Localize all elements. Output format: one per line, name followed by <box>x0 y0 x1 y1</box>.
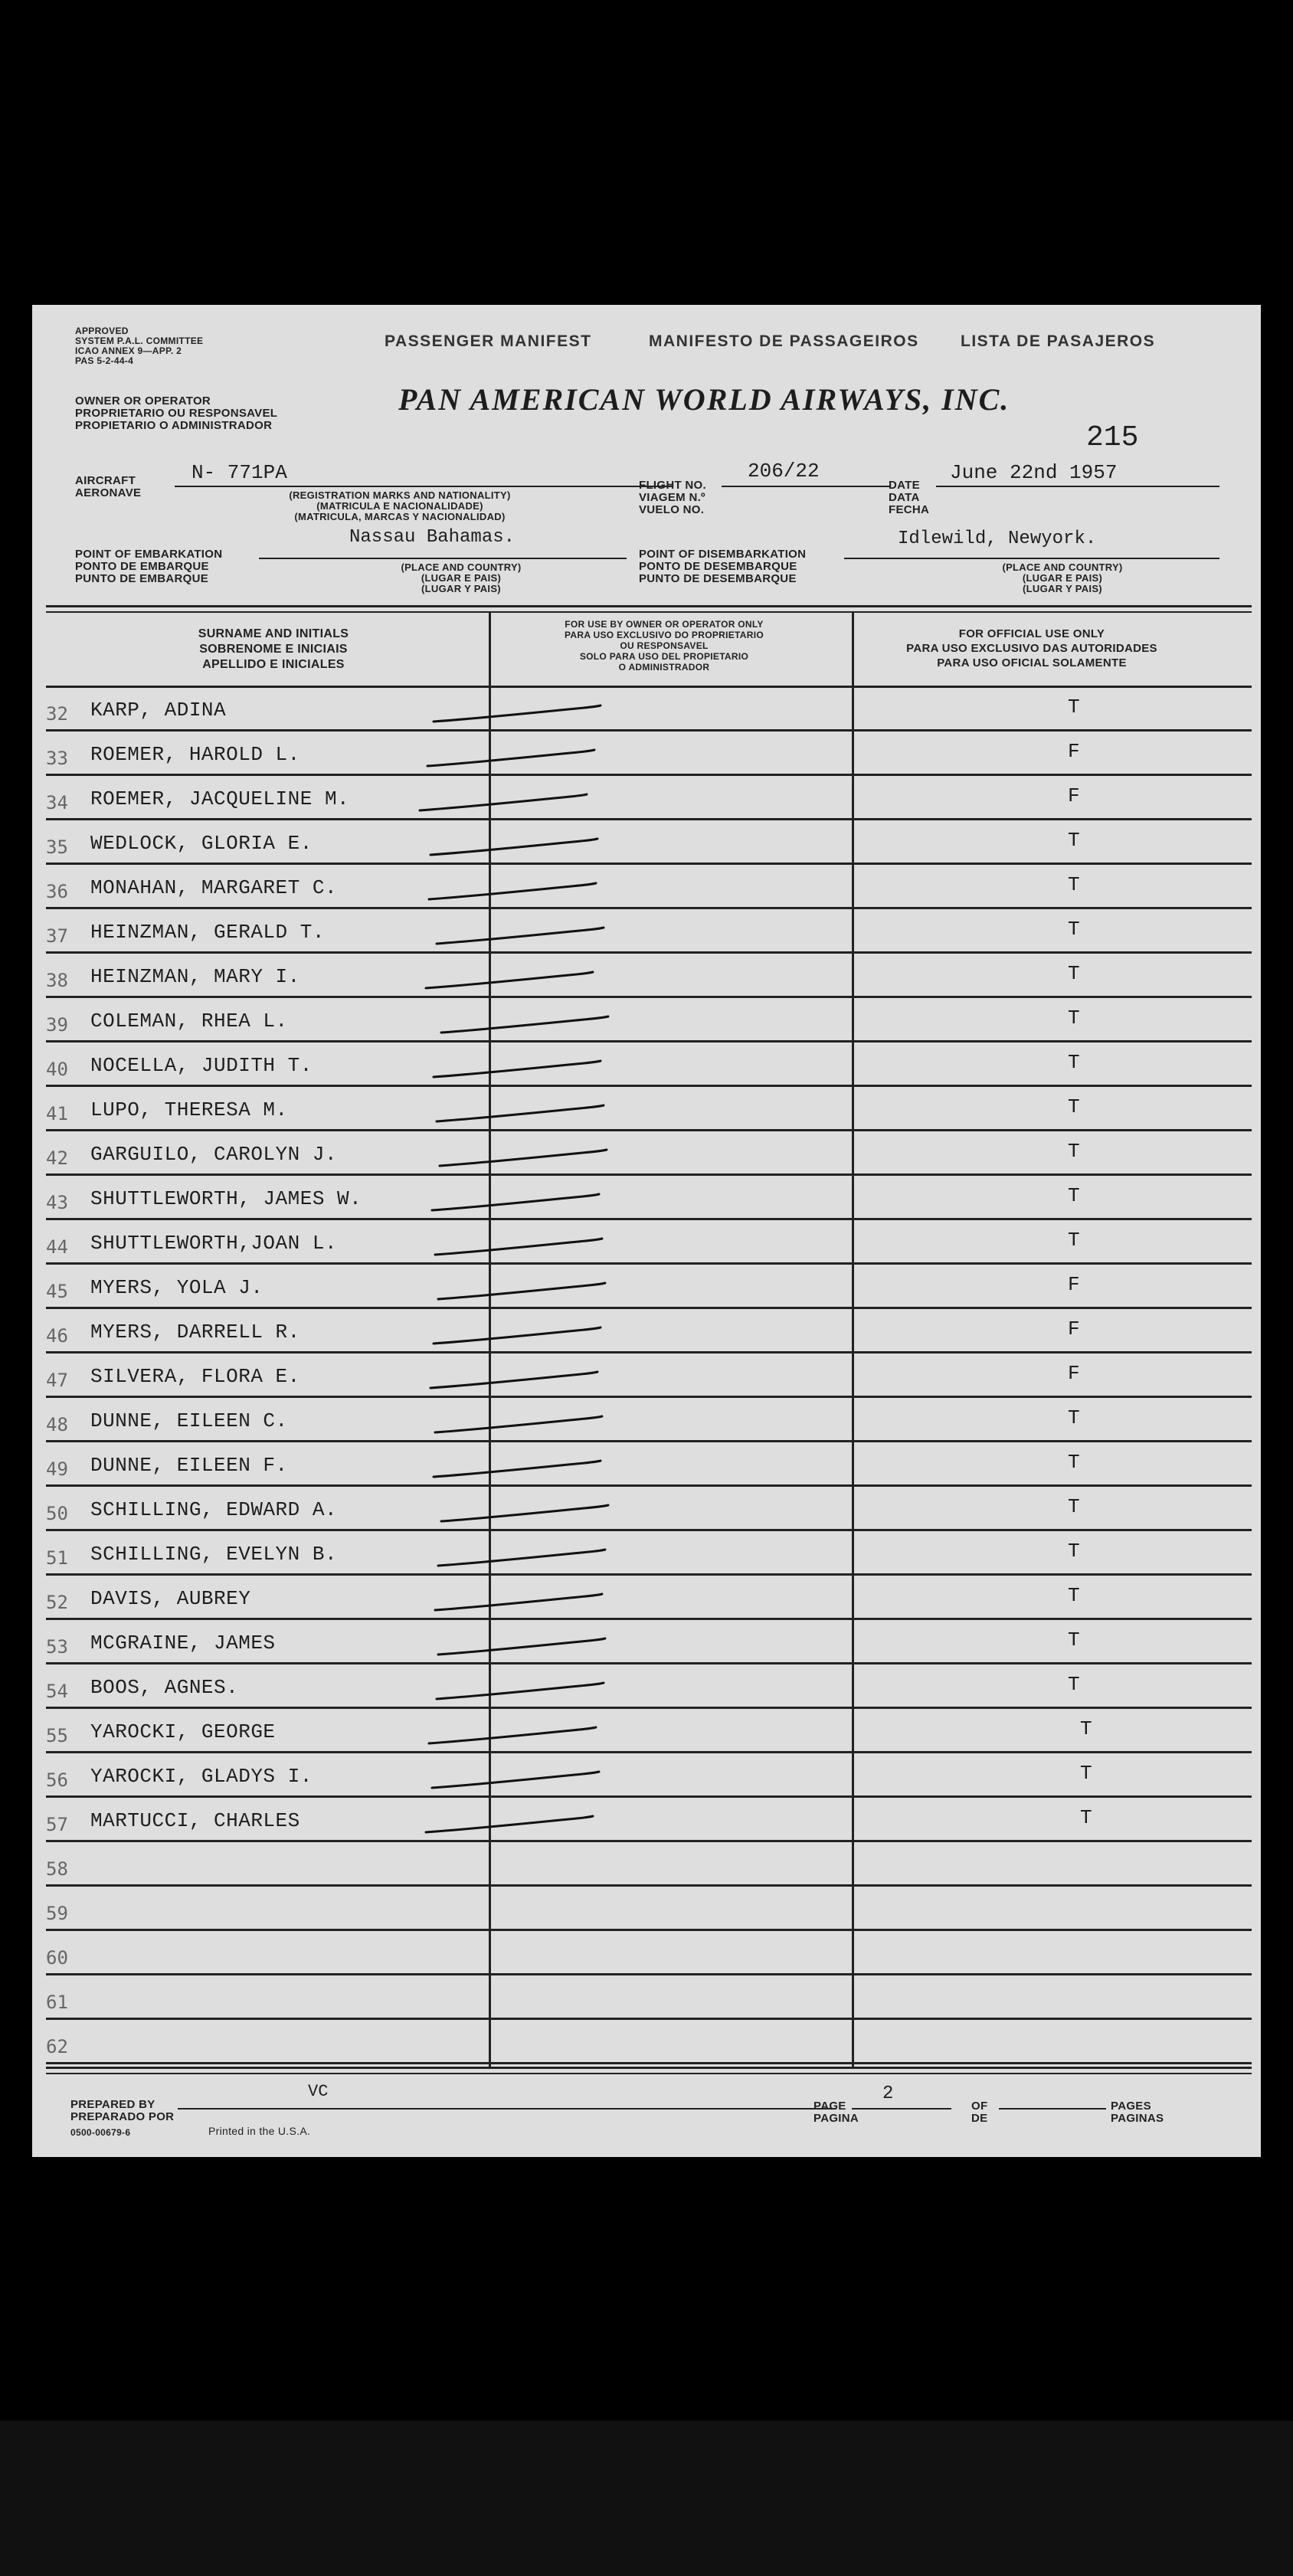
passenger-name: HEINZMAN, GERALD T. <box>90 921 325 944</box>
check-mark <box>437 1143 620 1173</box>
table-row <box>32 1976 1261 2021</box>
official-code: T <box>1068 918 1080 941</box>
embarkation-underline <box>259 558 627 559</box>
table-bottom-rule <box>46 2067 1252 2069</box>
row-number: 44 <box>46 1236 68 1258</box>
prepared-underline <box>178 2108 836 2110</box>
official-code: T <box>1068 829 1080 852</box>
row-rule <box>46 907 1252 909</box>
table-row <box>32 1754 1261 1799</box>
passenger-name: BOOS, AGNES. <box>90 1676 239 1699</box>
table-row <box>32 866 1261 910</box>
row-rule <box>46 1707 1252 1709</box>
row-number: 35 <box>46 836 68 858</box>
column-header-name-es: APELLIDO E INICIALES <box>202 658 345 671</box>
prepared-label <box>70 2099 174 2123</box>
official-code: T <box>1068 1229 1080 1252</box>
table-row <box>32 999 1261 1043</box>
approval-line: SYSTEM P.A.L. COMMITTEE <box>75 336 204 346</box>
table-row <box>32 1443 1261 1488</box>
form-number: 0500-00679-6 <box>70 2127 131 2138</box>
row-number: 62 <box>46 2036 68 2057</box>
check-mark <box>435 1543 619 1573</box>
row-rule <box>46 1751 1252 1753</box>
check-mark <box>429 1187 613 1218</box>
embarkation-sublabel-en: (PLACE AND COUNTRY) <box>401 561 522 573</box>
approval-line: APPROVED <box>75 326 129 336</box>
row-number: 37 <box>46 925 68 947</box>
check-mark <box>432 1409 616 1440</box>
table-row <box>32 1310 1261 1354</box>
passenger-name: COLEMAN, RHEA L. <box>90 1010 288 1033</box>
check-mark <box>417 787 601 818</box>
row-rule <box>46 1085 1252 1087</box>
row-number: 49 <box>46 1458 68 1480</box>
table-row <box>32 1221 1261 1265</box>
passenger-name: SHUTTLEWORTH, JAMES W. <box>90 1187 362 1210</box>
flight-label-en: FLIGHT NO. <box>639 479 706 492</box>
row-rule <box>46 1884 1252 1887</box>
official-code: T <box>1068 1673 1080 1696</box>
passenger-name: DUNNE, EILEEN F. <box>90 1454 288 1477</box>
table-row <box>32 1488 1261 1532</box>
disembarkation-label-es: PUNTO DE DESEMBARQUE <box>639 572 797 585</box>
check-mark <box>423 1809 607 1840</box>
passenger-name: MCGRAINE, JAMES <box>90 1632 276 1655</box>
row-rule <box>46 862 1252 865</box>
embarkation-value: Nassau Bahamas. <box>349 527 516 548</box>
row-rule <box>46 1529 1252 1531</box>
row-rule <box>46 1840 1252 1842</box>
date-value: June 22nd 1957 <box>950 461 1118 484</box>
table-row <box>32 1399 1261 1443</box>
row-rule <box>46 1573 1252 1576</box>
prepared-label-es: PREPARADO POR <box>70 2110 175 2123</box>
row-number: 50 <box>46 1503 68 1524</box>
aircraft-label-pt: AERONAVE <box>75 486 142 499</box>
row-rule <box>46 1929 1252 1931</box>
row-rule <box>46 1173 1252 1176</box>
check-mark <box>426 1720 610 1751</box>
title-en: PASSENGER MANIFEST <box>385 332 592 350</box>
column-header-official-use <box>859 627 1204 670</box>
column-header-owner-line: SOLO PARA USO DEL PROPIETARIO <box>579 651 749 662</box>
page-label <box>813 2100 859 2125</box>
table-row <box>32 688 1261 732</box>
row-rule <box>46 1396 1252 1398</box>
table-row <box>32 1710 1261 1754</box>
row-number: 32 <box>46 703 68 725</box>
check-mark <box>427 832 611 862</box>
check-mark <box>426 876 610 907</box>
approval-line: ICAO ANNEX 9—APP. 2 <box>75 345 182 356</box>
embarkation-label <box>75 548 222 585</box>
check-mark <box>438 1498 622 1529</box>
check-mark <box>434 1098 617 1129</box>
passenger-name: HEINZMAN, MARY I. <box>90 965 300 988</box>
row-rule <box>46 729 1252 732</box>
official-code: T <box>1080 1717 1092 1740</box>
passenger-name: MARTUCCI, CHARLES <box>90 1809 300 1832</box>
passenger-name: SHUTTLEWORTH,JOAN L. <box>90 1232 338 1255</box>
title-es: LISTA DE PASAJEROS <box>961 332 1156 350</box>
aircraft-sublabel-pt: (MATRICULA E NACIONALIDADE) <box>316 500 483 512</box>
check-mark <box>430 1321 614 1351</box>
film-edge <box>0 2421 1293 2576</box>
aircraft-sublabel <box>239 490 561 522</box>
table-row <box>32 821 1261 866</box>
official-code: F <box>1068 1362 1080 1385</box>
row-number: 59 <box>46 1903 68 1924</box>
table-row <box>32 1576 1261 1621</box>
official-code: T <box>1068 873 1080 896</box>
official-code: T <box>1068 696 1080 718</box>
row-rule <box>46 2018 1252 2020</box>
official-code: T <box>1080 1762 1092 1785</box>
table-row <box>32 1887 1261 1932</box>
passenger-name: YAROCKI, GLADYS I. <box>90 1765 313 1788</box>
row-number: 33 <box>46 748 68 769</box>
aircraft-underline <box>175 486 673 487</box>
passenger-name: GARGUILO, CAROLYN J. <box>90 1143 338 1166</box>
row-number: 46 <box>46 1325 68 1347</box>
row-rule <box>46 1129 1252 1131</box>
table-row <box>32 777 1261 821</box>
disembarkation-sublabel-es: (LUGAR Y PAIS) <box>1023 583 1102 594</box>
official-code: T <box>1068 1140 1080 1163</box>
of-label-es: DE <box>971 2112 988 2125</box>
official-code: T <box>1068 1540 1080 1563</box>
check-mark <box>435 1276 619 1307</box>
embarkation-label-en: POINT OF EMBARKATION <box>75 548 223 561</box>
passenger-name: SCHILLING, EVELYN B. <box>90 1543 338 1566</box>
table-row <box>32 1665 1261 1710</box>
check-mark <box>429 1765 613 1795</box>
row-number: 60 <box>46 1947 68 1969</box>
flight-label <box>639 480 706 516</box>
sheet-number: 215 <box>1086 421 1139 454</box>
column-header-official-en: FOR OFFICIAL USE ONLY <box>958 627 1105 640</box>
pages-label-es: PAGINAS <box>1111 2112 1164 2125</box>
column-header-name-en: SURNAME AND INITIALS <box>198 627 349 640</box>
column-header-owner-line: OU RESPONSAVEL <box>620 640 709 651</box>
row-rule <box>46 2062 1252 2064</box>
official-code: T <box>1068 1584 1080 1607</box>
check-mark <box>432 1587 616 1618</box>
passenger-name: MONAHAN, MARGARET C. <box>90 876 338 899</box>
row-number: 41 <box>46 1103 68 1124</box>
aircraft-label-en: AIRCRAFT <box>75 474 136 487</box>
row-number: 53 <box>46 1636 68 1658</box>
row-number: 48 <box>46 1414 68 1435</box>
pages-label-en: PAGES <box>1111 2100 1151 2113</box>
row-number: 42 <box>46 1147 68 1169</box>
pages-label <box>1111 2100 1164 2125</box>
embarkation-sublabel-pt: (LUGAR E PAIS) <box>421 572 502 584</box>
official-code: T <box>1068 1184 1080 1207</box>
official-code: T <box>1068 1628 1080 1651</box>
check-mark <box>430 1054 614 1085</box>
passenger-name: MYERS, DARRELL R. <box>90 1321 300 1344</box>
check-mark <box>434 1676 617 1707</box>
row-number: 54 <box>46 1681 68 1702</box>
embarkation-label-es: PUNTO DE EMBARQUE <box>75 572 209 585</box>
row-rule <box>46 1440 1252 1442</box>
manifest-sheet <box>32 305 1261 2157</box>
table-row <box>32 1932 1261 1976</box>
column-header-owner-use <box>492 619 836 673</box>
table-row <box>32 954 1261 999</box>
table-top-rule <box>46 605 1252 607</box>
column-header-official-es: PARA USO OFICIAL SOLAMENTE <box>937 656 1127 669</box>
owner-label-es: PROPIETARIO O ADMINISTRADOR <box>75 419 273 432</box>
table-row <box>32 1088 1261 1132</box>
flight-underline <box>722 486 890 487</box>
table-row <box>32 732 1261 777</box>
official-code: T <box>1068 1495 1080 1518</box>
aircraft-sublabel-en: (REGISTRATION MARKS AND NATIONALITY) <box>289 489 511 501</box>
column-header-owner-line: FOR USE BY OWNER OR OPERATOR ONLY <box>565 619 764 630</box>
row-rule <box>46 1662 1252 1664</box>
date-label-es: FECHA <box>889 503 930 516</box>
table-row <box>32 1621 1261 1665</box>
official-code: F <box>1068 1273 1080 1296</box>
disembarkation-label-pt: PONTO DE DESEMBARQUE <box>639 560 797 573</box>
column-header-owner-line: PARA USO EXCLUSIVO DO PROPRIETARIO <box>564 630 764 640</box>
table-row <box>32 1799 1261 1843</box>
row-rule <box>46 1218 1252 1220</box>
row-rule <box>46 1795 1252 1798</box>
disembarkation-sublabel <box>959 562 1166 594</box>
official-code: F <box>1068 784 1080 807</box>
passenger-name: SILVERA, FLORA E. <box>90 1365 300 1388</box>
printed-note: Printed in the U.S.A. <box>208 2125 311 2137</box>
row-number: 43 <box>46 1192 68 1213</box>
row-number: 56 <box>46 1769 68 1791</box>
row-rule <box>46 951 1252 954</box>
owner-label <box>75 395 277 432</box>
row-number: 38 <box>46 970 68 991</box>
of-label-en: OF <box>971 2100 988 2113</box>
row-rule <box>46 1351 1252 1353</box>
row-number: 51 <box>46 1547 68 1569</box>
table-row <box>32 1132 1261 1177</box>
passenger-name: DUNNE, EILEEN C. <box>90 1409 288 1432</box>
check-mark <box>430 1454 614 1484</box>
row-number: 55 <box>46 1725 68 1746</box>
row-number: 45 <box>46 1281 68 1302</box>
prepared-value: VC <box>308 2082 329 2101</box>
official-code: T <box>1068 1406 1080 1429</box>
row-rule <box>46 1040 1252 1043</box>
official-code: T <box>1068 962 1080 985</box>
official-code: T <box>1068 1095 1080 1118</box>
disembarkation-label <box>639 548 806 585</box>
title-pt: MANIFESTO DE PASSAGEIROS <box>649 332 919 350</box>
table-row <box>32 2021 1261 2065</box>
page-underline <box>852 2108 951 2110</box>
table-row <box>32 1354 1261 1399</box>
column-header-name <box>63 627 484 673</box>
date-label-en: DATE <box>889 479 920 492</box>
disembarkation-sublabel-en: (PLACE AND COUNTRY) <box>1002 561 1123 573</box>
of-label <box>971 2100 987 2125</box>
row-number: 40 <box>46 1059 68 1080</box>
check-mark <box>423 965 607 996</box>
check-mark <box>438 1010 622 1040</box>
row-rule <box>46 1973 1252 1975</box>
passenger-name: WEDLOCK, GLORIA E. <box>90 832 313 855</box>
passenger-name: SCHILLING, EDWARD A. <box>90 1498 338 1521</box>
row-number: 47 <box>46 1370 68 1391</box>
embarkation-sublabel <box>354 562 568 594</box>
row-rule <box>46 1484 1252 1487</box>
disembarkation-underline <box>844 558 1219 559</box>
passenger-name: LUPO, THERESA M. <box>90 1098 288 1121</box>
date-label-pt: DATA <box>889 491 920 504</box>
page-label-es: PAGINA <box>813 2112 859 2125</box>
flight-label-es: VUELO NO. <box>639 503 705 516</box>
column-header-owner-line: O ADMINISTRADOR <box>618 662 710 673</box>
table-row <box>32 910 1261 954</box>
row-rule <box>46 996 1252 998</box>
aircraft-label <box>75 475 141 499</box>
official-code: T <box>1068 1007 1080 1029</box>
row-number: 58 <box>46 1858 68 1880</box>
row-number: 57 <box>46 1814 68 1835</box>
operator-brand: PAN AMERICAN WORLD AIRWAYS, INC. <box>398 382 1010 417</box>
prepared-label-en: PREPARED BY <box>70 2098 155 2111</box>
column-header-name-pt: SOBRENOME E INICIAIS <box>199 643 348 656</box>
check-mark <box>435 1632 619 1662</box>
check-mark <box>424 743 608 774</box>
passenger-name: MYERS, YOLA J. <box>90 1276 264 1299</box>
table-row <box>32 1843 1261 1887</box>
disembarkation-label-en: POINT OF DISEMBARKATION <box>639 548 807 561</box>
check-mark <box>432 1232 616 1262</box>
table-row <box>32 1043 1261 1088</box>
official-code: F <box>1068 1317 1080 1340</box>
table-row <box>32 1532 1261 1576</box>
table-bottom-rule-2 <box>46 2073 1252 2074</box>
passenger-name: DAVIS, AUBREY <box>90 1587 251 1610</box>
page-value: 2 <box>882 2083 894 2104</box>
approval-line: PAS 5-2-44-4 <box>75 355 134 366</box>
passenger-name: YAROCKI, GEORGE <box>90 1720 276 1743</box>
official-code: F <box>1068 740 1080 763</box>
date-underline <box>936 486 1219 487</box>
embarkation-sublabel-es: (LUGAR Y PAIS) <box>421 583 501 594</box>
row-number: 39 <box>46 1014 68 1036</box>
table-row <box>32 1177 1261 1221</box>
row-number: 34 <box>46 792 68 813</box>
official-code: T <box>1068 1451 1080 1474</box>
owner-label-en: OWNER OR OPERATOR <box>75 394 211 408</box>
column-header-official-pt: PARA USO EXCLUSIVO DAS AUTORIDADES <box>906 642 1157 655</box>
passenger-name: NOCELLA, JUDITH T. <box>90 1054 313 1077</box>
official-code: T <box>1080 1806 1092 1829</box>
aircraft-value: N- 771PA <box>191 461 287 484</box>
flight-label-pt: VIAGEM N.º <box>639 491 705 504</box>
row-number: 61 <box>46 1992 68 2013</box>
flight-value: 206/22 <box>748 460 820 483</box>
pages-underline <box>999 2108 1106 2110</box>
embarkation-label-pt: PONTO DE EMBARQUE <box>75 560 209 573</box>
disembarkation-value: Idlewild, Newyork. <box>898 529 1097 549</box>
row-number: 52 <box>46 1592 68 1613</box>
passenger-name: ROEMER, JACQUELINE M. <box>90 787 350 810</box>
check-mark <box>434 921 617 951</box>
row-rule <box>46 1262 1252 1265</box>
aircraft-sublabel-es: (MATRICULA, MARCAS Y NACIONALIDAD) <box>294 511 506 522</box>
row-rule <box>46 774 1252 776</box>
page-label-en: PAGE <box>813 2100 846 2113</box>
row-number: 36 <box>46 881 68 902</box>
passenger-name: ROEMER, HAROLD L. <box>90 743 300 766</box>
official-code: T <box>1068 1051 1080 1074</box>
row-rule <box>46 1618 1252 1620</box>
disembarkation-sublabel-pt: (LUGAR E PAIS) <box>1022 572 1103 584</box>
table-top-rule-2 <box>46 611 1252 613</box>
owner-label-pt: PROPRIETARIO OU RESPONSAVEL <box>75 407 278 420</box>
row-rule <box>46 818 1252 820</box>
approval-block <box>75 326 203 366</box>
date-label <box>889 480 929 516</box>
check-mark <box>427 1365 611 1396</box>
table-row <box>32 1265 1261 1310</box>
row-rule <box>46 1307 1252 1309</box>
passenger-name: KARP, ADINA <box>90 699 227 722</box>
check-mark <box>430 699 614 729</box>
